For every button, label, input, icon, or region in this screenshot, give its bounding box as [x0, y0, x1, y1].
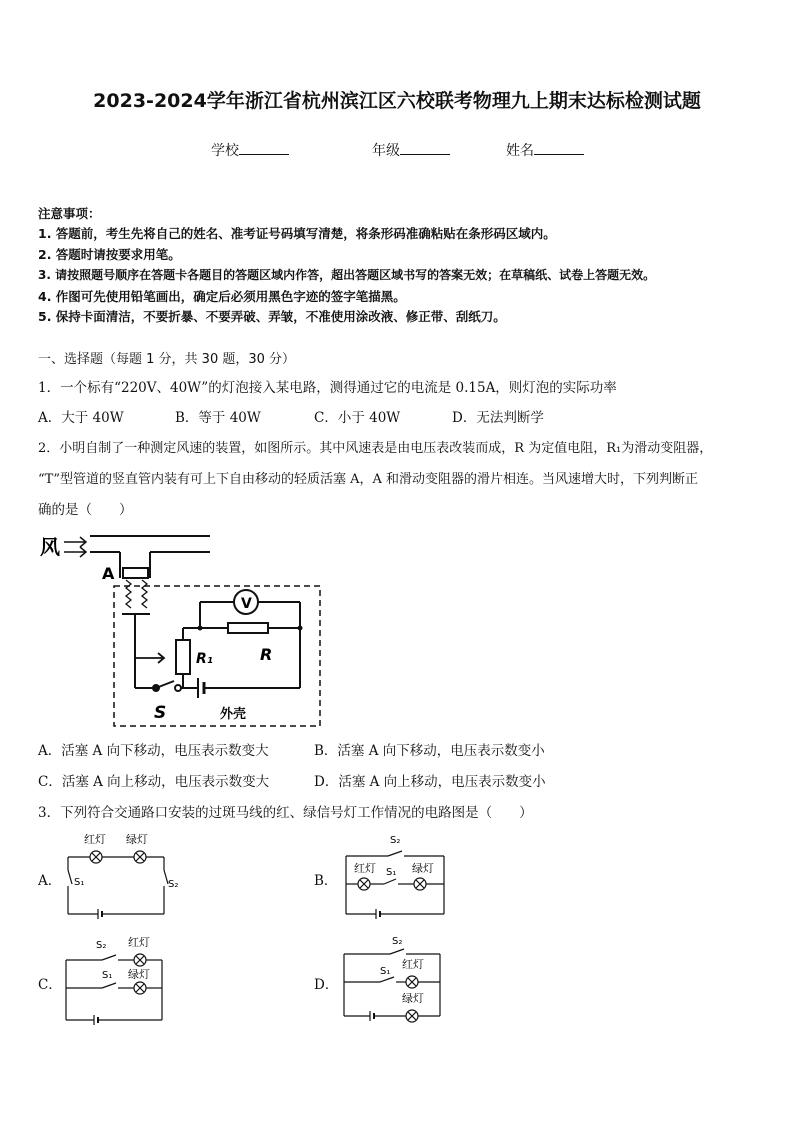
question-2-line1: 2．小明自制了一种测定风速的装置，如图所示。其中风速表是由电压表改装而成，R 为定值电阻，R₁为滑动变阻器，	[38, 441, 713, 456]
q1-option-a: A．大于 40W	[38, 410, 124, 426]
section-heading: 一、选择题（每题 1 分，共 30 题，30 分）	[38, 352, 296, 367]
school-label: 学校	[211, 143, 239, 159]
q3d-green-label: 绿灯	[402, 992, 424, 1005]
q3-circuit-d	[340, 932, 450, 1026]
q2-option-a: A．活塞 A 向下移动，电压表示数变大	[38, 743, 269, 759]
q3-option-c-label: C．	[38, 977, 62, 993]
q2-option-c: C．活塞 A 向上移动，电压表示数变大	[38, 774, 270, 790]
figure-r1-label: R₁	[196, 651, 213, 667]
page-title: 2023-2024学年浙江省杭州滨江区六校联考物理九上期末达标检测试题	[93, 90, 701, 112]
school-blank	[239, 142, 289, 155]
name-blank	[534, 142, 584, 155]
question-3: 3．下列符合交通路口安装的过斑马线的红、绿信号灯工作情况的电路图是（ ）	[38, 805, 533, 821]
question-2-line3: 确的是（ ）	[38, 502, 133, 518]
q3-circuit-c	[62, 932, 172, 1026]
grade-blank	[400, 142, 450, 155]
q1-option-b: B．等于 40W	[175, 410, 261, 426]
figure-wind-label: 风	[40, 535, 60, 559]
q3-option-b-label: B．	[314, 873, 338, 889]
notice-item: 4. 作图可先使用铅笔画出，确定后必须用黑色字迹的签字笔描黑。	[38, 289, 406, 304]
notice-heading: 注意事项：	[38, 206, 101, 221]
q3a-s1-label: S₁	[74, 877, 85, 888]
q3c-green-label: 绿灯	[128, 968, 150, 981]
q3b-s2-label: S₂	[390, 835, 401, 846]
question-2-line2: “T”型管道的竖直管内装有可上下自由移动的轻质活塞 A，A 和滑动变阻器的滑片相连。当风速增大时，下列判断正	[38, 472, 699, 487]
q3a-s2-label: S₂	[168, 879, 179, 890]
notice-item: 2. 答题时请按要求用笔。	[38, 247, 181, 262]
name-label: 姓名	[506, 143, 534, 159]
q3c-s1-label: S₁	[102, 970, 113, 981]
q3-option-d-label: D．	[314, 977, 339, 993]
q3-option-a-label: A．	[38, 873, 62, 889]
question-1: 1．一个标有“220V、40W”的灯泡接入某电路，测得通过它的电流是 0.15A，则灯泡的实际功率	[38, 380, 617, 396]
q3d-s2-label: S₂	[392, 936, 403, 947]
q2-option-d: D．活塞 A 向上移动，电压表示数变小	[314, 774, 546, 790]
q3c-red-label: 红灯	[128, 936, 150, 949]
q3a-green-label: 绿灯	[126, 833, 148, 846]
figure-r-label: R	[260, 645, 273, 664]
notice-item: 1. 答题前，考生先将自己的姓名、准考证号码填写清楚，将条形码准确粘贴在条形码区域内。	[38, 226, 556, 241]
school-field	[211, 140, 289, 160]
figure-piston-label: A	[102, 564, 115, 583]
q3b-s1-label: S₁	[386, 867, 397, 878]
grade-label: 年级	[372, 143, 400, 159]
q3d-red-label: 红灯	[402, 958, 424, 971]
grade-field	[372, 140, 450, 160]
q3-circuit-a	[62, 830, 184, 920]
notice-item: 5. 保持卡面清洁，不要折暴、不要弄破、弄皱，不准使用涂改液、修正带、刮纸刀。	[38, 309, 506, 324]
q1-option-c: C．小于 40W	[314, 410, 401, 426]
q3-circuit-b	[340, 828, 450, 920]
q3b-red-label: 红灯	[354, 862, 376, 875]
q3b-green-label: 绿灯	[412, 862, 434, 875]
figure-shell-label: 外壳	[220, 707, 247, 722]
figure-voltmeter-label: V	[241, 596, 252, 612]
q3d-s1-label: S₁	[380, 966, 391, 977]
q2-option-b: B．活塞 A 向下移动，电压表示数变小	[314, 743, 545, 759]
q3a-red-label: 红灯	[84, 833, 106, 846]
q1-option-d: D．无法判断学	[452, 410, 544, 426]
notice-item: 3. 请按照题号顺序在答题卡各题目的答题区域内作答，超出答题区域书写的答案无效；在草稿纸、试卷上答题无效。	[38, 268, 656, 282]
wind-speed-circuit-figure	[38, 528, 338, 733]
name-field	[506, 140, 584, 160]
q3c-s2-label: S₂	[96, 940, 107, 951]
figure-switch-label: S	[154, 703, 167, 723]
